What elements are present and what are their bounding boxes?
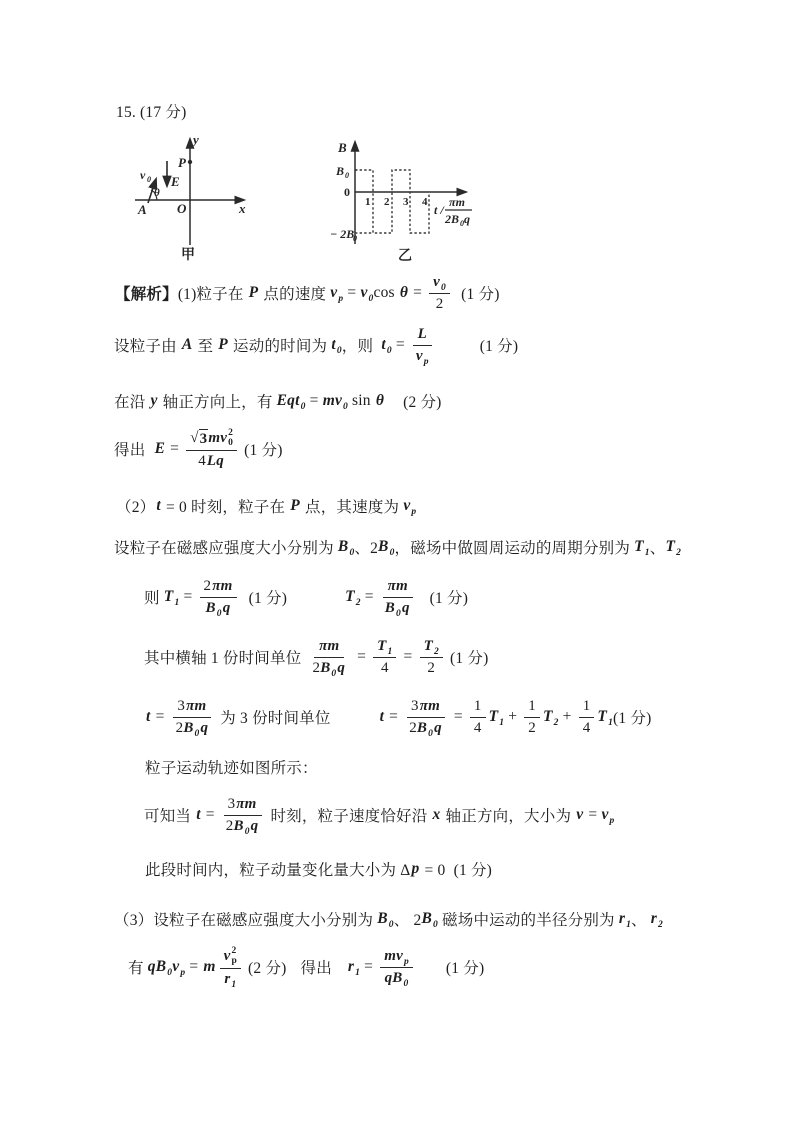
math-var: t xyxy=(379,708,385,726)
text-run: （2） xyxy=(116,499,156,516)
math-var: q xyxy=(222,599,231,616)
t-axis-unit-prefix: t / xyxy=(434,203,444,217)
text-run: 3 xyxy=(227,796,236,812)
math-var-subscript: $B_0$ xyxy=(384,599,401,619)
text-run: = xyxy=(166,440,184,458)
figure-yi-graph xyxy=(330,134,490,264)
text-run: = xyxy=(385,708,403,726)
text-run: (2 分) xyxy=(243,960,287,978)
math-var-subscript: $T_2$ xyxy=(542,708,559,729)
math-var-subscript: $B_0$ xyxy=(183,719,200,739)
text-run: 可知当 xyxy=(144,808,196,826)
math-var-subscript: $v_0$ xyxy=(433,274,446,293)
figure-jia-caption: 甲 xyxy=(181,248,195,263)
math-var-subscript: $T_1$ xyxy=(597,708,614,729)
text-run: 点的速度 xyxy=(259,286,331,304)
math-var: P xyxy=(290,497,300,514)
math-fraction xyxy=(381,577,415,618)
text-run: 轴正方向，大小为 xyxy=(441,808,576,826)
text-run: 1 xyxy=(582,698,591,714)
text-run: 3 xyxy=(410,698,419,714)
math-var-subscript: $v_p$ xyxy=(601,806,615,827)
text-run: = xyxy=(151,708,169,726)
math-fraction xyxy=(172,697,214,738)
text-run: ，则 xyxy=(341,338,382,356)
math-var: πm xyxy=(212,578,233,594)
tick-1: 1 xyxy=(365,196,371,208)
math-var-subscript: $r_2$ xyxy=(650,910,663,930)
tick-3: 3 xyxy=(403,196,409,208)
text-run: 至 xyxy=(193,338,218,356)
text-run: 4 xyxy=(582,719,591,736)
math-sqrt: √ 3 xyxy=(190,429,208,447)
math-var-subscript: $v_p$ xyxy=(330,284,344,305)
text-run: = 0 时刻，粒子在 xyxy=(161,499,290,516)
solution-line-periods-setup xyxy=(114,536,681,558)
math-var: q xyxy=(434,719,442,736)
math-var-subscript: $r_1$ xyxy=(618,910,632,930)
text-run: = xyxy=(179,588,197,606)
zero-label: 0 xyxy=(344,185,350,199)
text-run: 时刻，粒子速度恰好沿 xyxy=(266,808,432,826)
math-var-subsup: mv 2 0 xyxy=(208,428,234,449)
math-var-subscript: $r_1$ xyxy=(224,970,237,990)
text-run: 1 xyxy=(473,698,482,714)
math-var-subscript: $T_2$ xyxy=(345,588,361,609)
text-run: 4 xyxy=(473,719,482,736)
text-run: = xyxy=(399,648,417,666)
math-var-subscript: $T_1$ xyxy=(163,588,180,609)
math-var: q xyxy=(200,719,209,736)
math-var: q xyxy=(337,659,346,676)
math-fraction xyxy=(186,428,237,471)
text-run: (2 分) xyxy=(403,394,442,411)
math-var-subscript: $B_0$ xyxy=(416,719,434,739)
math-var: πm xyxy=(186,698,207,714)
math-fraction xyxy=(524,697,540,738)
math-var: A xyxy=(181,336,193,354)
text-run: = xyxy=(360,958,378,976)
math-fraction xyxy=(222,795,264,836)
math-var: θ xyxy=(375,392,385,409)
math-var: Lq xyxy=(206,452,224,469)
text-run: 2 xyxy=(225,817,234,834)
text-run: 15. (17 分) xyxy=(116,104,187,121)
text-run: = xyxy=(584,806,602,824)
solution-line-T1-T2 xyxy=(144,577,468,618)
text-run: 2 xyxy=(409,719,417,736)
B-axis-label: B xyxy=(338,140,347,155)
text-run: 点，其速度为 xyxy=(300,499,404,516)
math-var-subscript: $B_0$ xyxy=(320,659,337,679)
math-var-subscript: $t_0$ xyxy=(331,336,342,357)
math-var: P xyxy=(218,336,228,354)
origin-label: O xyxy=(177,201,187,216)
point-P-dot xyxy=(188,160,192,164)
math-fraction xyxy=(220,946,241,989)
math-var-subscript: $B_0$ xyxy=(205,599,222,619)
text-run: = xyxy=(185,958,203,976)
y-axis-label: y xyxy=(193,132,199,147)
math-fraction xyxy=(420,637,443,678)
tick-4: 4 xyxy=(422,196,428,208)
math-var-subscript: $T_1$ xyxy=(488,708,505,729)
theta-label: θ xyxy=(154,187,160,199)
text-run: ，磁场中做圆周运动的周期分别为 xyxy=(394,540,635,557)
solution-line-part3 xyxy=(114,908,663,930)
text-run: 2 xyxy=(312,659,321,676)
math-fraction xyxy=(405,697,447,738)
math-var: t xyxy=(196,806,201,824)
math-fraction xyxy=(380,947,413,988)
math-fraction xyxy=(373,637,396,678)
t-axis-unit-den-q: q xyxy=(464,212,470,226)
text-run: = 0 (1 分) xyxy=(420,862,493,879)
text-run: = xyxy=(409,284,427,302)
text-run: 2 xyxy=(427,659,436,676)
text-run: (1 分) xyxy=(445,650,489,668)
math-var-subscript: $T_1$ xyxy=(377,638,393,657)
math-var-subscript: $B_0$ xyxy=(421,910,438,930)
t-axis-unit-den-main: 2B xyxy=(445,212,460,226)
solution-line-y-direction xyxy=(114,390,442,412)
neg2B0-label-main: − 2B xyxy=(330,227,355,241)
t-axis-unit-numerator: πm xyxy=(449,195,465,209)
math-var-subscript: $mv_0$ xyxy=(322,392,348,412)
text-run: (1 分) xyxy=(429,590,469,608)
solution-line-analysis-1 xyxy=(115,273,500,314)
math-var-subscript: $v_p$ xyxy=(172,958,186,979)
math-var-subscript: $r_1$ xyxy=(347,958,361,979)
solution-line-three-units xyxy=(145,697,651,738)
math-var-subsup: v 2 p xyxy=(223,946,237,967)
solution-line-time-unit xyxy=(144,637,488,678)
text-run: 有 xyxy=(128,960,148,978)
text-run: (1 分) xyxy=(452,286,500,304)
text-run-bold: 【解析】 xyxy=(115,286,178,304)
math-var: E xyxy=(154,440,166,458)
solution-line-E-result xyxy=(114,428,283,471)
E-field-label: E xyxy=(171,174,180,189)
math-var: q xyxy=(401,599,410,616)
math-var: v xyxy=(576,806,584,824)
text-run: 、2 xyxy=(354,540,379,557)
t-axis-unit-den-sub: 0 xyxy=(460,219,464,228)
point-A-label: A xyxy=(138,202,147,217)
text-run: (1 分) xyxy=(240,590,288,608)
math-var: x xyxy=(432,806,441,824)
math-var-subscript: $qB_0$ xyxy=(147,958,173,979)
math-var-subscript: $B_0$ xyxy=(378,538,395,558)
math-var-subscript: $T_1$ xyxy=(634,538,650,558)
text-run: 设粒子在磁感应强度大小分别为 xyxy=(114,540,338,557)
math-var: πm xyxy=(419,698,440,714)
solution-line-part2 xyxy=(116,495,416,517)
text-run: 4 xyxy=(380,659,389,676)
text-run: 粒子运动轨迹如图所示： xyxy=(145,760,318,777)
text-run: 、 2 xyxy=(393,912,422,929)
math-var: m xyxy=(203,958,216,976)
text-run: + xyxy=(558,708,576,726)
v0-label-sub: 0 xyxy=(147,175,151,184)
solution-line-t0 xyxy=(114,325,518,366)
math-var-subscript: $B_0$ xyxy=(233,817,250,837)
text-run: 设粒子由 xyxy=(114,338,181,356)
math-var: p xyxy=(411,860,420,877)
solution-line-radius xyxy=(128,946,484,989)
math-var: y xyxy=(150,392,158,409)
math-fraction xyxy=(200,577,238,618)
text-run: = xyxy=(353,648,371,666)
text-run: 为 3 份时间单位 xyxy=(216,710,331,728)
math-var-subscript: $v_0$ xyxy=(360,284,374,305)
tick-2: 2 xyxy=(384,196,390,208)
text-run: 2 xyxy=(175,719,184,736)
B0-label-sub: 0 xyxy=(345,171,349,180)
text-run: = xyxy=(343,284,361,302)
text-run: 轴正方向上，有 xyxy=(158,394,277,411)
math-var-subscript: $mv_p$ xyxy=(384,948,409,968)
text-run: 在沿 xyxy=(114,394,150,411)
text-run: = xyxy=(201,806,219,824)
solution-line-momentum xyxy=(145,858,492,880)
math-var-subscript: $T_2$ xyxy=(423,638,439,657)
x-axis-label: x xyxy=(239,201,246,216)
neg2B0-label-sub: 0 xyxy=(353,234,357,243)
math-var-subscript: Eqt$_0$ xyxy=(276,392,306,412)
math-fraction xyxy=(308,637,350,678)
text-run: 3 xyxy=(177,698,186,714)
math-var-subscript: $T_2$ xyxy=(665,538,682,558)
math-var: L xyxy=(417,326,428,342)
math-var: πm xyxy=(236,796,257,812)
math-fraction xyxy=(470,697,486,738)
text-run: = xyxy=(305,392,323,409)
text-run: (1)粒子在 xyxy=(177,286,248,304)
text-run: = xyxy=(360,588,378,606)
text-run: 、 xyxy=(631,912,651,929)
text-run: 2 xyxy=(435,295,444,312)
text-run: + xyxy=(504,708,522,726)
point-P-label: P xyxy=(178,155,186,170)
math-var-subscript: $v_p$ xyxy=(403,497,417,517)
text-run: 则 xyxy=(144,590,164,608)
math-fraction xyxy=(429,273,450,314)
text-run: 此段时间内，粒子动量变化量大小为 Δ xyxy=(145,862,411,879)
figure-jia-diagram xyxy=(126,126,266,266)
text-run: (1 分) xyxy=(479,338,519,356)
text-run: (1 分) xyxy=(613,710,652,728)
text-run: (1 分) xyxy=(445,960,485,978)
text-run: 得出 xyxy=(114,442,154,460)
text-run: cos xyxy=(373,284,399,302)
B0-label-main: B xyxy=(336,164,345,178)
math-var: P xyxy=(248,284,259,302)
math-var-subscript: $B_0$ xyxy=(337,538,355,558)
text-run: 2 xyxy=(528,719,536,736)
math-var: t xyxy=(146,708,151,726)
text-run: sin xyxy=(347,392,375,409)
math-var: πm xyxy=(319,638,340,654)
v0-label-main: v xyxy=(140,168,146,182)
math-var: t xyxy=(156,497,161,514)
text-run: 其中横轴 1 份时间单位 xyxy=(144,650,306,668)
math-var-subscript: $B_0$ xyxy=(377,910,394,930)
math-fraction xyxy=(579,697,595,738)
math-var-subscript: $v_p$ xyxy=(415,347,429,367)
math-var: πm xyxy=(387,578,408,594)
text-run: = xyxy=(391,336,409,354)
math-var-subscript: $qB_0$ xyxy=(384,969,409,989)
text-run: 磁场中运动的半径分别为 xyxy=(437,912,619,929)
math-var-subscript: $t_0$ xyxy=(381,336,392,357)
text-run: = xyxy=(449,708,467,726)
math-var: θ xyxy=(399,284,409,302)
text-run: 得出 xyxy=(300,960,332,978)
solution-line-velocity-direction xyxy=(144,795,614,836)
problem-number xyxy=(116,100,186,122)
math-fraction xyxy=(412,325,433,366)
text-run: 运动的时间为 xyxy=(228,338,332,356)
math-var: q xyxy=(250,817,259,834)
text-run: （3）设粒子在磁感应强度大小分别为 xyxy=(114,912,378,929)
text-run: (1 分) xyxy=(240,442,283,460)
figure-yi-caption: 乙 xyxy=(398,249,412,264)
text-run: 、 xyxy=(649,540,666,557)
text-run: 1 xyxy=(528,698,536,714)
text-run: 4 xyxy=(198,452,206,469)
text-run: 2 xyxy=(203,578,212,594)
solution-line-trajectory xyxy=(145,756,318,778)
